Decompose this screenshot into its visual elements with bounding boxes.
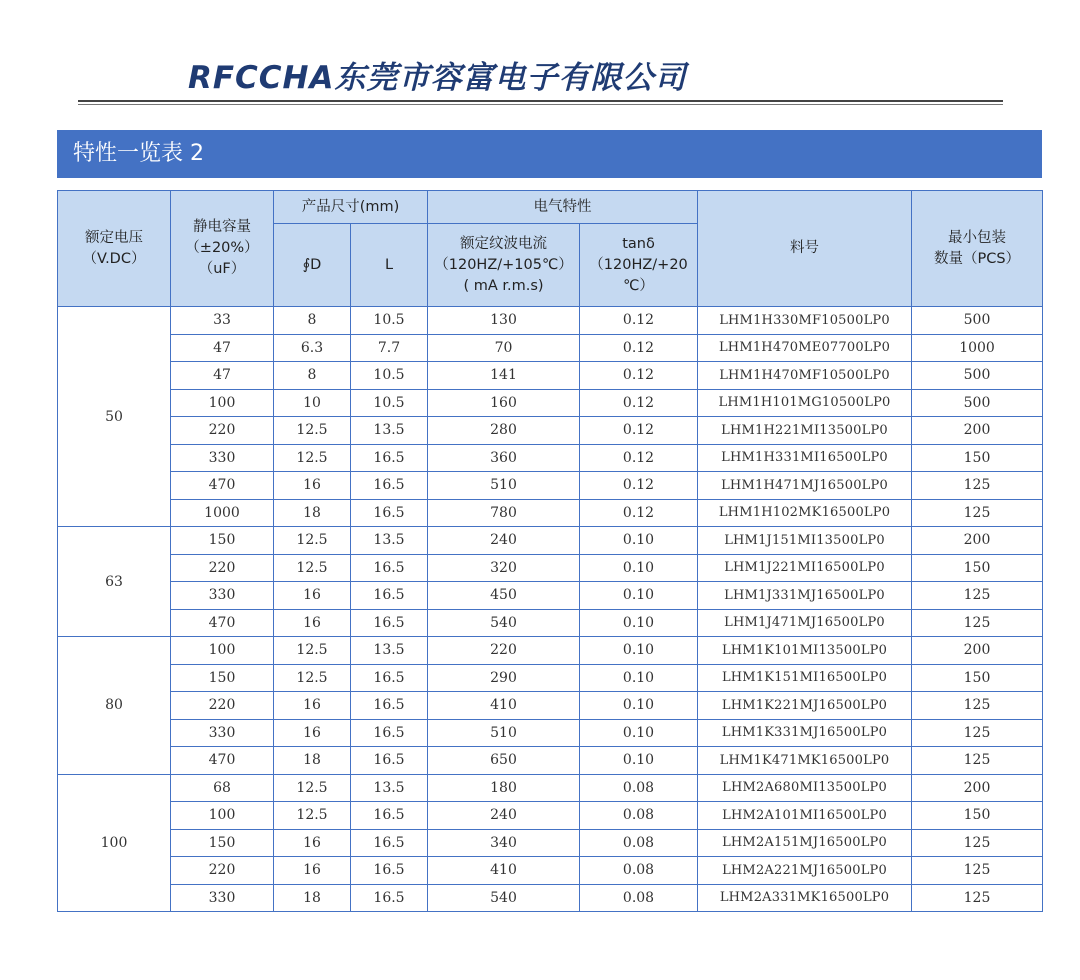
min-pack-cell: 125 [912, 609, 1043, 637]
min-pack-cell: 125 [912, 884, 1043, 912]
table-row [58, 719, 1043, 747]
header-ripple-unit: ( mA r.m.s) [463, 277, 544, 294]
diameter-cell: 18 [274, 499, 351, 527]
ripple-cell: 320 [428, 554, 580, 582]
length-cell: 13.5 [351, 417, 428, 445]
tan-delta-cell: 0.10 [580, 637, 698, 665]
length-cell: 13.5 [351, 527, 428, 555]
capacitance-cell: 150 [171, 664, 274, 692]
ripple-cell: 141 [428, 362, 580, 390]
table-row [58, 664, 1043, 692]
ripple-cell: 410 [428, 692, 580, 720]
table-row [58, 307, 1043, 335]
capacitance-cell: 470 [171, 609, 274, 637]
ripple-cell: 220 [428, 637, 580, 665]
table-row [58, 884, 1043, 912]
table-row [58, 582, 1043, 610]
tan-delta-cell: 0.08 [580, 774, 698, 802]
min-pack-cell: 200 [912, 417, 1043, 445]
header-voltage [58, 191, 171, 307]
length-cell: 10.5 [351, 362, 428, 390]
part-number-cell: LHM2A680MI13500LP0 [698, 774, 912, 802]
table-row [58, 417, 1043, 445]
tan-delta-cell: 0.10 [580, 527, 698, 555]
min-pack-cell: 125 [912, 692, 1043, 720]
capacitance-cell: 1000 [171, 499, 274, 527]
diameter-cell: 16 [274, 692, 351, 720]
capacitance-cell: 330 [171, 719, 274, 747]
header-part-number: 料号 [698, 191, 912, 307]
tan-delta-cell: 0.10 [580, 692, 698, 720]
min-pack-cell: 125 [912, 499, 1043, 527]
diameter-cell: 12.5 [274, 527, 351, 555]
table-row [58, 774, 1043, 802]
part-number-cell: LHM1K221MJ16500LP0 [698, 692, 912, 720]
header-tan-label: tanδ [622, 235, 655, 252]
tan-delta-cell: 0.12 [580, 472, 698, 500]
length-cell: 16.5 [351, 499, 428, 527]
table-row [58, 499, 1043, 527]
min-pack-cell: 125 [912, 747, 1043, 775]
tan-delta-cell: 0.12 [580, 389, 698, 417]
voltage-cell: 80 [58, 637, 171, 775]
table-row [58, 334, 1043, 362]
header-size-length: L [351, 224, 428, 307]
capacitance-cell: 100 [171, 802, 274, 830]
ripple-cell: 240 [428, 802, 580, 830]
part-number-cell: LHM1J331MJ16500LP0 [698, 582, 912, 610]
diameter-cell: 6.3 [274, 334, 351, 362]
part-number-cell: LHM1J151MI13500LP0 [698, 527, 912, 555]
ripple-cell: 240 [428, 527, 580, 555]
part-number-cell: LHM1H102MK16500LP0 [698, 499, 912, 527]
tan-delta-cell: 0.10 [580, 582, 698, 610]
section-title: 特性一览表 2 [57, 130, 1042, 178]
part-number-cell: LHM2A331MK16500LP0 [698, 884, 912, 912]
diameter-cell: 12.5 [274, 637, 351, 665]
min-pack-cell: 150 [912, 444, 1043, 472]
header-min-pack-unit: 数量（PCS） [933, 250, 1021, 267]
ripple-cell: 450 [428, 582, 580, 610]
table-row [58, 362, 1043, 390]
table-row [58, 802, 1043, 830]
diameter-cell: 12.5 [274, 802, 351, 830]
part-number-cell: LHM1K101MI13500LP0 [698, 637, 912, 665]
min-pack-cell: 125 [912, 857, 1043, 885]
capacitance-cell: 100 [171, 389, 274, 417]
part-number-cell: LHM1H471MJ16500LP0 [698, 472, 912, 500]
capacitance-cell: 470 [171, 472, 274, 500]
header-ripple-current [428, 224, 580, 307]
header-ripple-condition: （120HZ/+105℃） [434, 256, 573, 273]
length-cell: 16.5 [351, 692, 428, 720]
tan-delta-cell: 0.08 [580, 802, 698, 830]
length-cell: 13.5 [351, 774, 428, 802]
length-cell: 16.5 [351, 582, 428, 610]
min-pack-cell: 500 [912, 307, 1043, 335]
header-voltage-label: 额定电压 [85, 229, 143, 246]
length-cell: 16.5 [351, 719, 428, 747]
ripple-cell: 340 [428, 829, 580, 857]
ripple-cell: 510 [428, 719, 580, 747]
tan-delta-cell: 0.12 [580, 417, 698, 445]
header-size-diameter: ∮D [274, 224, 351, 307]
min-pack-cell: 150 [912, 554, 1043, 582]
tan-delta-cell: 0.12 [580, 444, 698, 472]
diameter-cell: 12.5 [274, 774, 351, 802]
ripple-cell: 540 [428, 884, 580, 912]
ripple-cell: 180 [428, 774, 580, 802]
capacitance-cell: 47 [171, 334, 274, 362]
diameter-cell: 18 [274, 747, 351, 775]
capacitance-cell: 470 [171, 747, 274, 775]
ripple-cell: 130 [428, 307, 580, 335]
table-row [58, 747, 1043, 775]
ripple-cell: 650 [428, 747, 580, 775]
length-cell: 16.5 [351, 609, 428, 637]
voltage-cell: 63 [58, 527, 171, 637]
capacitance-cell: 150 [171, 829, 274, 857]
capacitance-cell: 220 [171, 692, 274, 720]
diameter-cell: 12.5 [274, 554, 351, 582]
part-number-cell: LHM1H101MG10500LP0 [698, 389, 912, 417]
tan-delta-cell: 0.10 [580, 609, 698, 637]
tan-delta-cell: 0.12 [580, 362, 698, 390]
ripple-cell: 360 [428, 444, 580, 472]
table-row [58, 829, 1043, 857]
capacitance-cell: 150 [171, 527, 274, 555]
header-capacitance-label: 静电容量 [193, 219, 251, 235]
header-divider [78, 100, 1003, 102]
tan-delta-cell: 0.10 [580, 719, 698, 747]
voltage-cell: 50 [58, 307, 171, 527]
table-header [58, 191, 1043, 307]
length-cell: 16.5 [351, 444, 428, 472]
table-row [58, 857, 1043, 885]
table-row [58, 527, 1043, 555]
table-row [58, 472, 1043, 500]
min-pack-cell: 150 [912, 802, 1043, 830]
ripple-cell: 540 [428, 609, 580, 637]
length-cell: 16.5 [351, 554, 428, 582]
tan-delta-cell: 0.10 [580, 747, 698, 775]
diameter-cell: 10 [274, 389, 351, 417]
part-number-cell: LHM1K471MK16500LP0 [698, 747, 912, 775]
length-cell: 7.7 [351, 334, 428, 362]
header-size: 产品尺寸(mm) [274, 191, 428, 224]
table-body [58, 307, 1043, 912]
header-tan-condition: （120HZ/+20 [589, 256, 688, 273]
min-pack-cell: 200 [912, 527, 1043, 555]
diameter-cell: 12.5 [274, 444, 351, 472]
min-pack-cell: 500 [912, 362, 1043, 390]
capacitance-cell: 220 [171, 554, 274, 582]
tan-delta-cell: 0.08 [580, 829, 698, 857]
diameter-cell: 12.5 [274, 664, 351, 692]
header-tan-condition-unit: ℃） [623, 277, 654, 294]
diameter-cell: 16 [274, 472, 351, 500]
table-row [58, 389, 1043, 417]
min-pack-cell: 1000 [912, 334, 1043, 362]
part-number-cell: LHM1H470ME07700LP0 [698, 334, 912, 362]
table-row [58, 554, 1043, 582]
length-cell: 10.5 [351, 307, 428, 335]
header-divider-thin [78, 104, 1003, 105]
capacitance-cell: 47 [171, 362, 274, 390]
length-cell: 16.5 [351, 664, 428, 692]
ripple-cell: 290 [428, 664, 580, 692]
length-cell: 16.5 [351, 802, 428, 830]
ripple-cell: 70 [428, 334, 580, 362]
company-name: RFCCHA东莞市容富电子有限公司 [188, 60, 687, 96]
length-cell: 16.5 [351, 472, 428, 500]
capacitance-cell: 330 [171, 582, 274, 610]
tan-delta-cell: 0.08 [580, 884, 698, 912]
diameter-cell: 18 [274, 884, 351, 912]
part-number-cell: LHM1H470MF10500LP0 [698, 362, 912, 390]
table-row [58, 444, 1043, 472]
header-capacitance [171, 191, 274, 307]
tan-delta-cell: 0.08 [580, 857, 698, 885]
min-pack-cell: 125 [912, 719, 1043, 747]
ripple-cell: 280 [428, 417, 580, 445]
capacitance-cell: 220 [171, 417, 274, 445]
capacitance-cell: 220 [171, 857, 274, 885]
min-pack-cell: 200 [912, 774, 1043, 802]
diameter-cell: 16 [274, 609, 351, 637]
diameter-cell: 12.5 [274, 417, 351, 445]
part-number-cell: LHM2A151MJ16500LP0 [698, 829, 912, 857]
diameter-cell: 16 [274, 719, 351, 747]
diameter-cell: 8 [274, 307, 351, 335]
voltage-cell: 100 [58, 774, 171, 912]
min-pack-cell: 125 [912, 582, 1043, 610]
ripple-cell: 410 [428, 857, 580, 885]
part-number-cell: LHM1J471MJ16500LP0 [698, 609, 912, 637]
table-row [58, 609, 1043, 637]
min-pack-cell: 200 [912, 637, 1043, 665]
part-number-cell: LHM2A101MI16500LP0 [698, 802, 912, 830]
table-row [58, 637, 1043, 665]
tan-delta-cell: 0.12 [580, 307, 698, 335]
capacitance-cell: 68 [171, 774, 274, 802]
length-cell: 16.5 [351, 747, 428, 775]
min-pack-cell: 125 [912, 829, 1043, 857]
min-pack-cell: 125 [912, 472, 1043, 500]
part-number-cell: LHM2A221MJ16500LP0 [698, 857, 912, 885]
min-pack-cell: 500 [912, 389, 1043, 417]
diameter-cell: 16 [274, 582, 351, 610]
tan-delta-cell: 0.12 [580, 334, 698, 362]
table-row [58, 692, 1043, 720]
part-number-cell: LHM1K151MI16500LP0 [698, 664, 912, 692]
header-ripple-label: 额定纹波电流 [460, 235, 548, 252]
header-electrical: 电气特性 [428, 191, 698, 224]
length-cell: 16.5 [351, 857, 428, 885]
header-capacitance-tolerance: （±20%） [185, 240, 259, 256]
header-tan-delta [580, 224, 698, 307]
part-number-cell: LHM1H331MI16500LP0 [698, 444, 912, 472]
ripple-cell: 510 [428, 472, 580, 500]
length-cell: 10.5 [351, 389, 428, 417]
diameter-cell: 8 [274, 362, 351, 390]
characteristics-table [57, 190, 1043, 912]
tan-delta-cell: 0.10 [580, 664, 698, 692]
capacitance-cell: 330 [171, 884, 274, 912]
diameter-cell: 16 [274, 857, 351, 885]
capacitance-cell: 33 [171, 307, 274, 335]
part-number-cell: LHM1J221MI16500LP0 [698, 554, 912, 582]
capacitance-cell: 330 [171, 444, 274, 472]
part-number-cell: LHM1H330MF10500LP0 [698, 307, 912, 335]
header-min-pack [912, 191, 1043, 307]
ripple-cell: 780 [428, 499, 580, 527]
tan-delta-cell: 0.10 [580, 554, 698, 582]
header-voltage-unit: （V.DC） [82, 250, 146, 267]
diameter-cell: 16 [274, 829, 351, 857]
length-cell: 13.5 [351, 637, 428, 665]
length-cell: 16.5 [351, 829, 428, 857]
tan-delta-cell: 0.12 [580, 499, 698, 527]
capacitance-cell: 100 [171, 637, 274, 665]
header-min-pack-label: 最小包装 [948, 229, 1007, 246]
header-capacitance-unit: （uF） [198, 261, 246, 277]
ripple-cell: 160 [428, 389, 580, 417]
part-number-cell: LHM1K331MJ16500LP0 [698, 719, 912, 747]
part-number-cell: LHM1H221MI13500LP0 [698, 417, 912, 445]
min-pack-cell: 150 [912, 664, 1043, 692]
length-cell: 16.5 [351, 884, 428, 912]
